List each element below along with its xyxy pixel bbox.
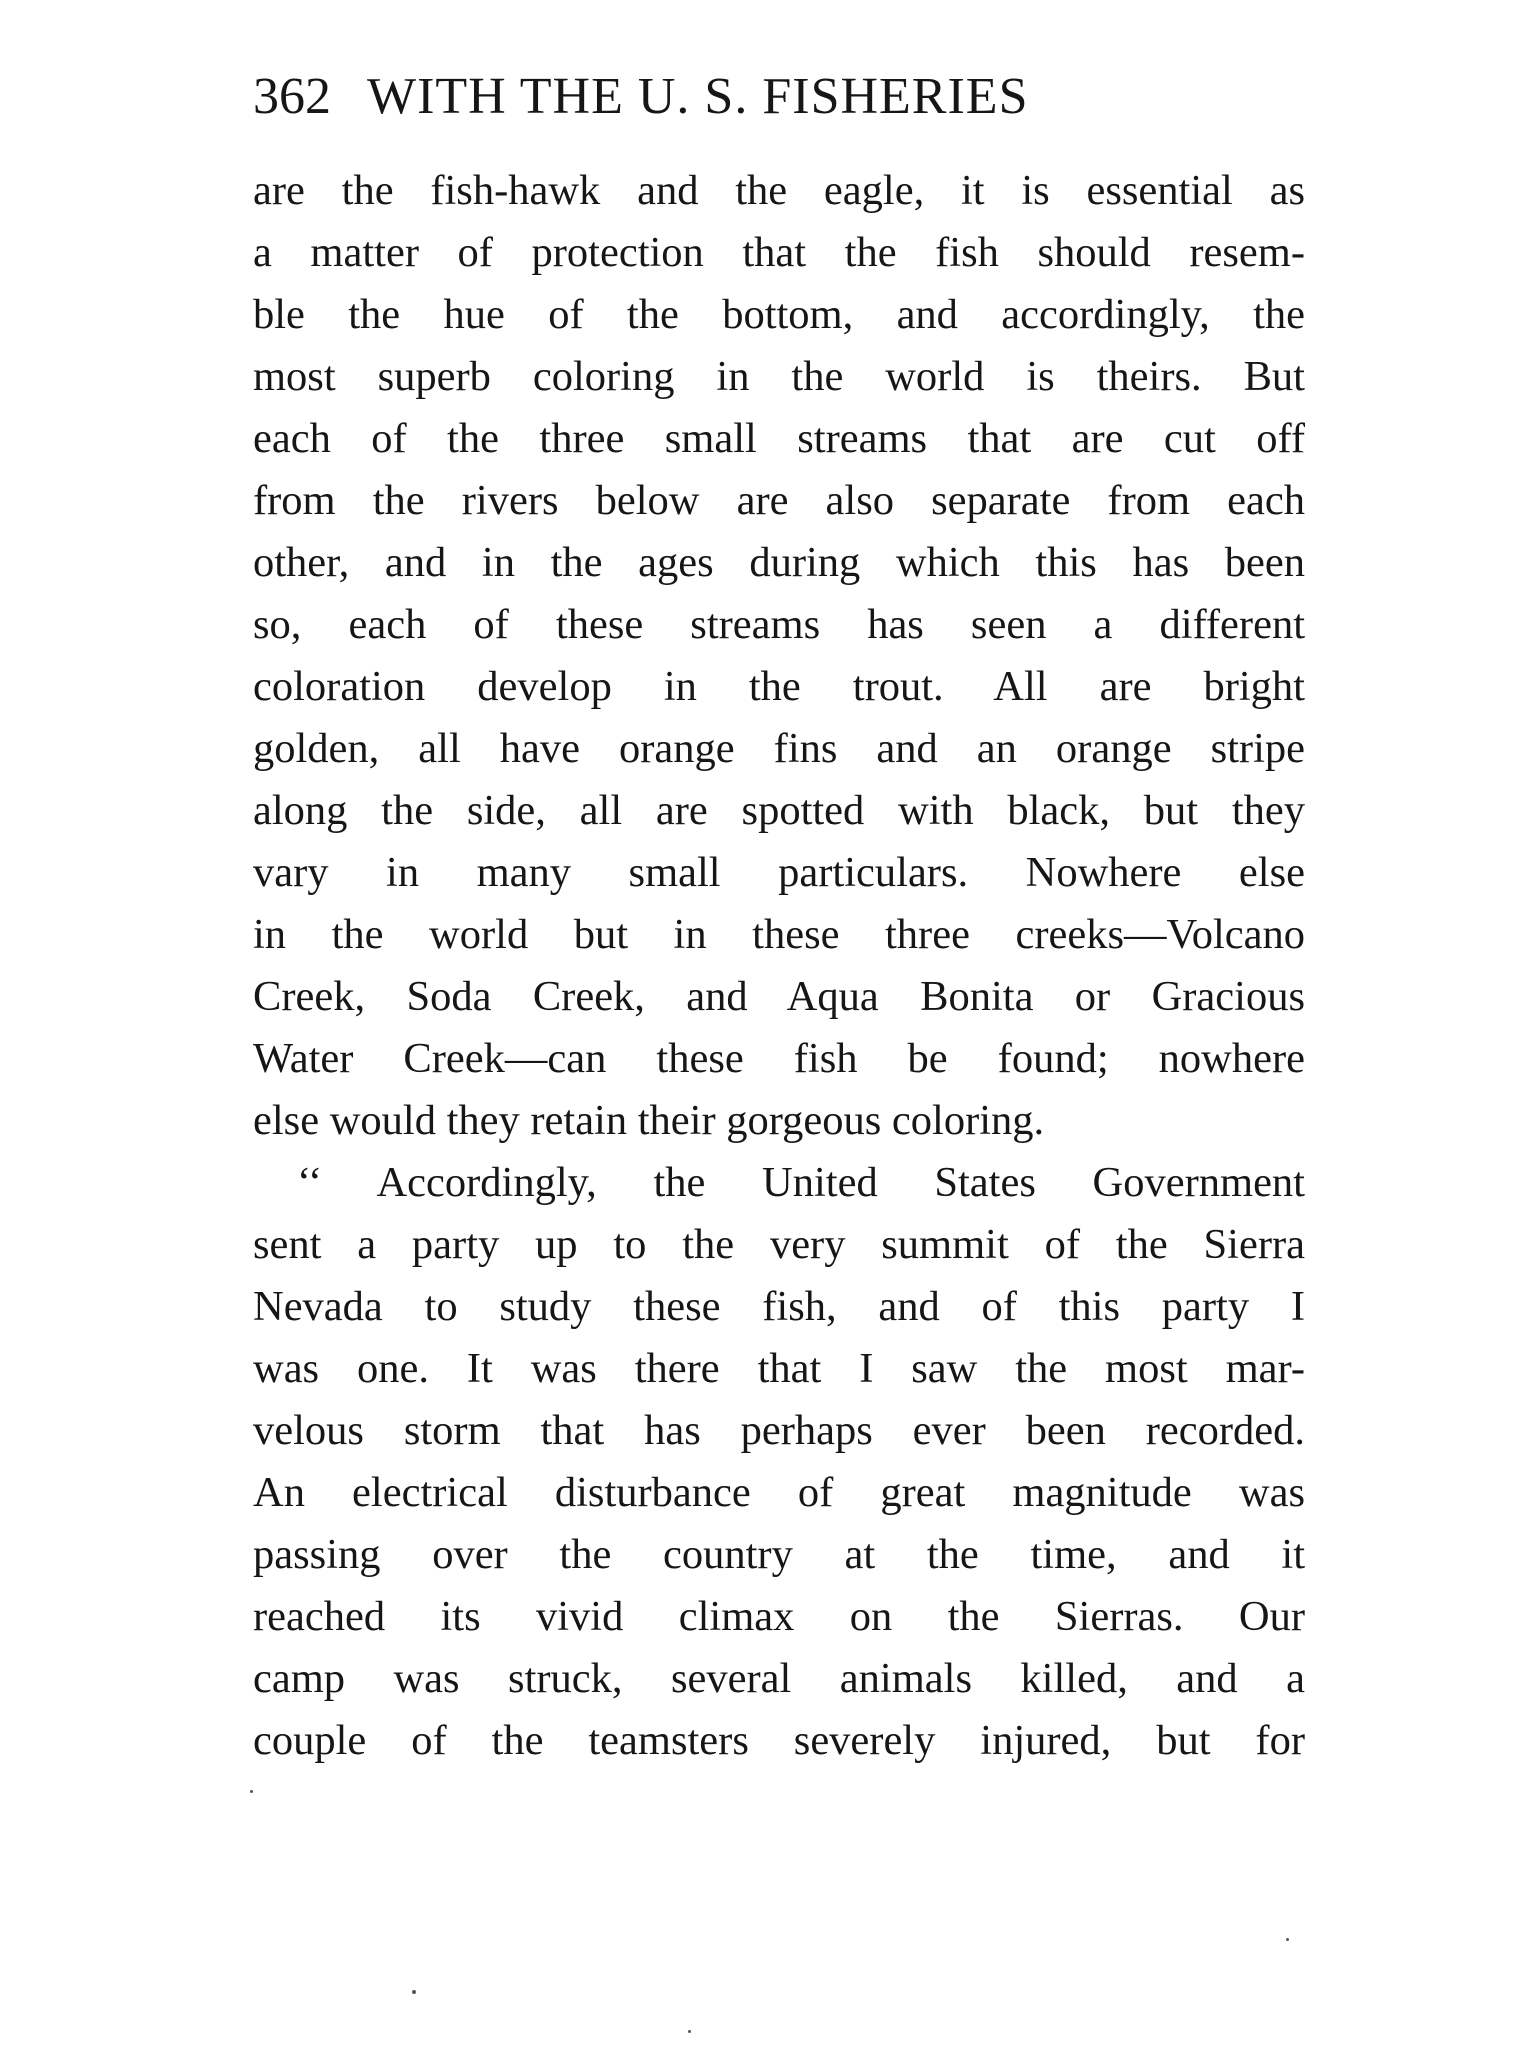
text-line: from the rivers below are also separate from each [253,477,1305,524]
text-line: reached its vivid climax on the Sierras. Our [253,1593,1305,1640]
text-line: Water Creek—can these fish be found; nowhere [253,1035,1305,1082]
print-speck [250,1790,253,1793]
text-line: coloration develop in the trout. All are bright [253,663,1305,710]
text-line: golden, all have orange fins and an orange stripe [253,725,1305,772]
page-number: 362 [253,68,331,125]
text-line: vary in many small particulars. Nowhere else [253,849,1305,896]
text-line: Creek, Soda Creek, and Aqua Bonita or Gracious [253,973,1305,1020]
text-line: each of the three small streams that are cut off [253,415,1305,462]
text-line: An electrical disturbance of great magnitude was [253,1469,1305,1516]
text-line: most superb coloring in the world is theirs. But [253,353,1305,400]
text-line: velous storm that has perhaps ever been recorded. [253,1407,1305,1454]
text-line: a matter of protection that the fish should resem- [253,229,1305,276]
text-line: are the fish-hawk and the eagle, it is essential as [253,167,1305,214]
text-line: sent a party up to the very summit of the Sierra [253,1221,1305,1268]
text-line: so, each of these streams has seen a different [253,601,1305,648]
text-line: was one. It was there that I saw the most mar- [253,1345,1305,1392]
running-title: WITH THE U. S. FISHERIES [367,68,1029,125]
print-speck [412,1990,416,1994]
print-speck [688,2030,691,2033]
text-line: ble the hue of the bottom, and accordingly, the [253,291,1305,338]
text-line: other, and in the ages during which this has been [253,539,1305,586]
text-line: Nevada to study these fish, and of this party I [253,1283,1305,1330]
paragraph-2 [253,1152,1305,1772]
print-speck [1286,1938,1289,1941]
text-line: camp was struck, several animals killed, and a [253,1655,1305,1702]
text-line: in the world but in these three creeks—Volcano [253,911,1305,958]
text-line: passing over the country at the time, and it [253,1531,1305,1578]
text-line: couple of the teamsters severely injured, but for [253,1717,1305,1764]
paragraph-1 [253,160,1305,1152]
text-line: along the side, all are spotted with black, but they [253,787,1305,834]
text-line: else would they retain their gorgeous coloring. [253,1097,1045,1144]
running-header [253,62,1303,132]
text-line: ‘‘ Accordingly, the United States Government [297,1159,1305,1206]
body-text [253,160,1305,1772]
